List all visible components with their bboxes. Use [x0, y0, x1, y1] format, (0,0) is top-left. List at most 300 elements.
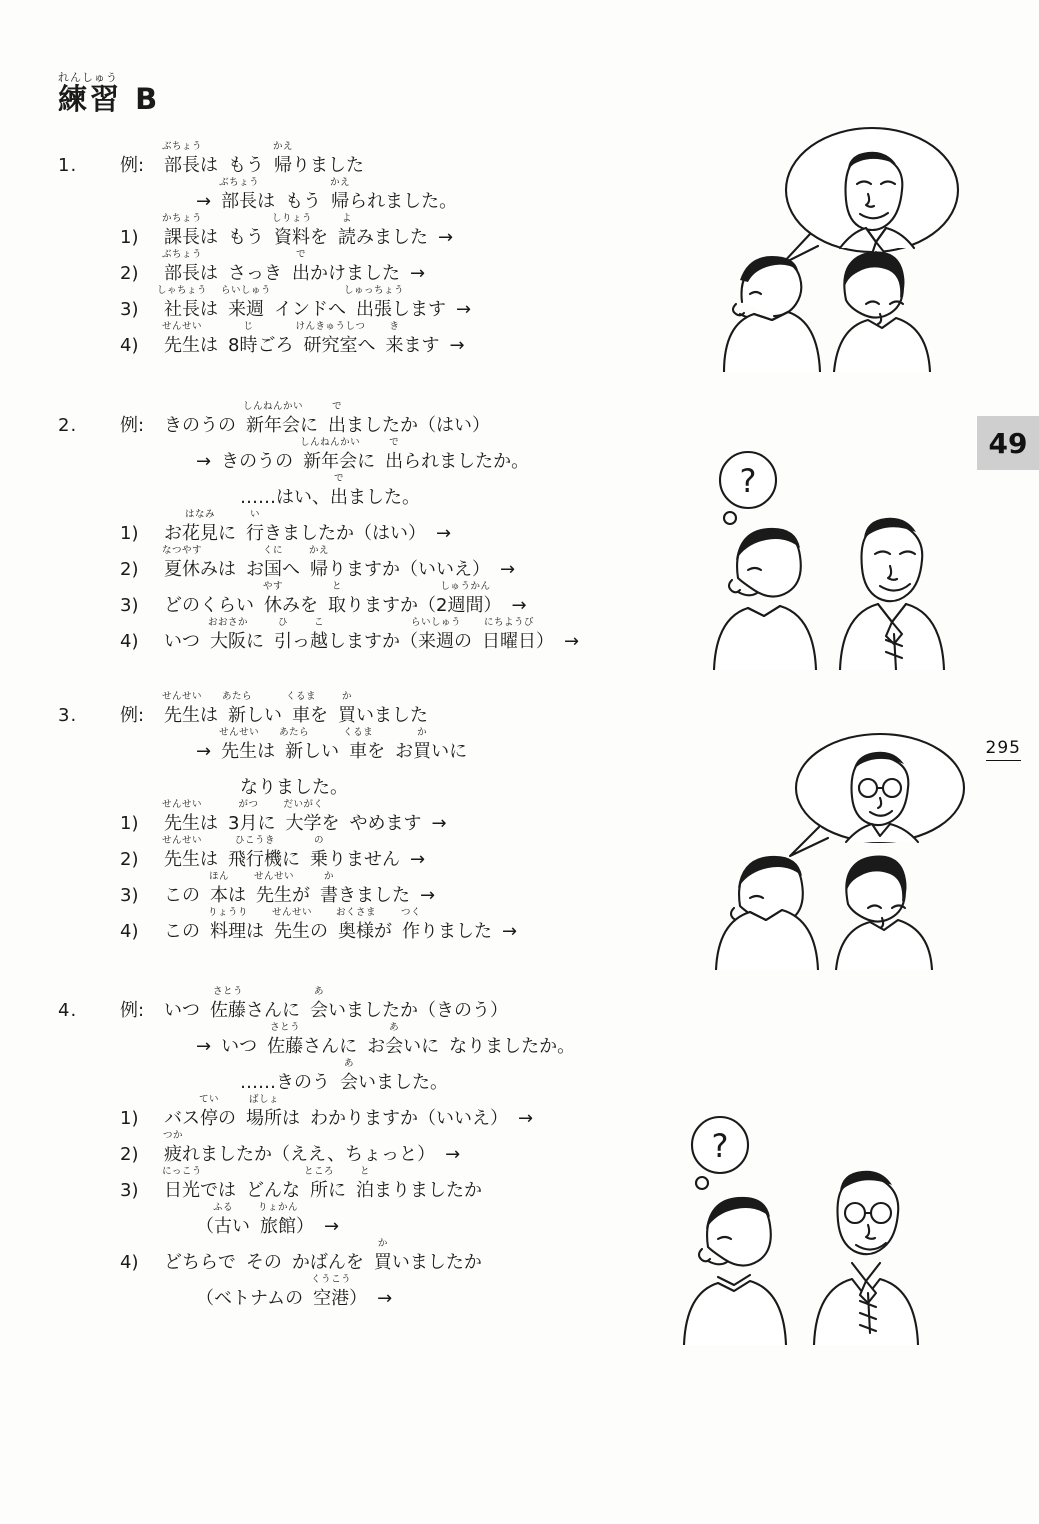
ruby-word: がつ 月	[238, 799, 259, 834]
ruby-word: ばしょ 場所	[246, 1094, 282, 1129]
ruby-reading: てい	[198, 1094, 220, 1105]
text-run: お	[164, 523, 182, 544]
ruby-word: さとう 佐藤	[210, 986, 246, 1021]
ruby-reading: の	[313, 835, 325, 846]
ruby-reading: か	[323, 871, 335, 882]
exercise-line	[120, 249, 718, 284]
ruby-word: か 買	[373, 1238, 392, 1273]
ruby-word: くるま 車	[343, 727, 374, 762]
line-label: 3)	[120, 595, 139, 616]
ruby-word: しゅうかん 週間	[440, 581, 491, 616]
line-label: 3)	[120, 885, 139, 906]
ruby-reading: こ	[313, 617, 325, 628]
ruby-word: と 取	[328, 581, 346, 616]
text-run: バス	[164, 1108, 200, 1129]
balloon-question-mark: ?	[711, 1127, 729, 1165]
ruby-reading: かちょう	[161, 213, 203, 224]
text-run: さんに	[246, 1000, 300, 1021]
ruby-word: せんせい 先生	[161, 321, 203, 356]
ruby-word: で 出	[330, 473, 348, 508]
ruby-word: くに 国	[262, 545, 284, 580]
text-run: お	[367, 1036, 386, 1057]
ruby-reading: せんせい	[219, 727, 260, 738]
ruby-word: かちょう 課長	[161, 213, 203, 248]
text-run: に	[300, 415, 318, 436]
line-label: 1)	[120, 227, 139, 248]
exercise-line	[120, 473, 718, 508]
exercise-line	[120, 509, 718, 544]
ruby-word: しんねんかい 新年会	[300, 437, 361, 472]
ruby-word: ぶちょう 部長	[161, 141, 203, 176]
text-run: は	[246, 921, 264, 942]
exercise-line	[120, 401, 718, 436]
ruby-reading: がつ	[238, 799, 259, 810]
ruby-reading: さとう	[270, 1022, 301, 1033]
line-label: 例:	[120, 1000, 145, 1021]
text-run: さっき	[228, 263, 282, 284]
ruby-word: しりょう 資料	[271, 213, 313, 248]
exercise-line	[120, 1238, 718, 1273]
ruby-word: つか 疲	[162, 1130, 184, 1165]
illustration-question-meeting	[660, 1105, 990, 1345]
exercise-line	[120, 1022, 718, 1057]
ruby-reading: しゃちょう	[156, 285, 208, 296]
ruby-word: あ 会	[340, 1058, 358, 1093]
text-run: →	[324, 1216, 340, 1237]
text-run: →	[511, 595, 527, 616]
text-run: ……はい、	[240, 487, 330, 508]
ruby-word: しゅっちょう 出張	[343, 285, 405, 320]
text-run: りました	[420, 921, 492, 942]
ruby-reading: だいがく	[283, 799, 324, 810]
ruby-reading: さとう	[212, 986, 244, 997]
text-run: は	[200, 335, 218, 356]
ruby-reading: にちようび	[483, 617, 535, 628]
ruby-reading: い	[249, 509, 261, 520]
ruby-word: りょかん 旅館	[257, 1202, 299, 1237]
ruby-word: あたら 新	[221, 691, 253, 726]
illustration-question-newyear	[690, 440, 1010, 670]
ruby-reading: と	[359, 1166, 371, 1177]
text-run: へ	[282, 559, 300, 580]
ruby-word: せんせい 先生	[161, 835, 203, 870]
exercise-line	[120, 581, 718, 616]
ruby-reading: せんせい	[271, 907, 313, 918]
text-run: いに	[431, 741, 468, 762]
ruby-word: かえ 帰	[330, 177, 351, 212]
text-run: は	[200, 299, 218, 320]
text-run: どんな	[246, 1180, 300, 1201]
text-run: わかりますか（いいえ）	[310, 1108, 508, 1129]
ruby-word: だいがく 大学	[283, 799, 324, 834]
ruby-reading: なつやす	[161, 545, 203, 556]
ruby-word: で 出	[292, 249, 310, 284]
ruby-reading: しゅうかん	[440, 581, 491, 592]
line-label: 2)	[120, 263, 139, 284]
text-run: みを	[282, 595, 318, 616]
text-run: いつ	[164, 1000, 200, 1021]
ruby-word: じ 時	[239, 321, 258, 356]
ruby-word: で 出	[328, 401, 346, 436]
exercise-block	[58, 691, 718, 957]
ruby-reading: りょうり	[207, 907, 249, 918]
line-label: 4)	[120, 335, 139, 356]
ruby-reading: で	[389, 437, 400, 448]
exercise-line	[120, 691, 718, 726]
text-run: みは	[200, 559, 236, 580]
exercise-line	[120, 1094, 718, 1129]
ruby-word: せんせい 先生	[271, 907, 313, 942]
ruby-reading: ふる	[212, 1202, 234, 1213]
text-run: →	[377, 1288, 393, 1309]
text-run: いつ	[164, 631, 200, 652]
text-run: が	[292, 885, 310, 906]
line-label: 4)	[120, 921, 139, 942]
text-run: に	[246, 631, 264, 652]
ruby-word: やす 休	[262, 581, 284, 616]
ruby-word: せんせい 先生	[161, 691, 203, 726]
text-run: りました	[292, 155, 364, 176]
exercise-line	[120, 617, 718, 652]
line-label: 2)	[120, 559, 139, 580]
text-run: →	[196, 191, 212, 212]
ruby-word: てい 停	[198, 1094, 220, 1129]
ruby-reading: と	[331, 581, 343, 592]
text-run: れましたか（ええ、ちょっと）	[182, 1144, 436, 1165]
exercise-body	[120, 401, 718, 652]
exercise-line	[120, 907, 718, 942]
ruby-reading: あ	[313, 986, 325, 997]
ruby-reading: か	[417, 727, 428, 738]
text-run: ）	[483, 595, 502, 616]
text-run: もう	[228, 155, 264, 176]
text-run: （ベトナムの	[196, 1288, 304, 1309]
text-run: その	[245, 1252, 282, 1273]
exercise-body	[120, 141, 718, 356]
ruby-word: おくさま 奥様	[335, 907, 377, 942]
line-label: 1)	[120, 813, 139, 834]
line-label: 例:	[120, 415, 145, 436]
text-run: いましたか	[391, 1252, 482, 1273]
ruby-reading: ところ	[303, 1166, 335, 1177]
ruby-word: にっこう 日光	[162, 1166, 202, 1201]
line-label: 例:	[120, 705, 145, 726]
line-label: 1)	[120, 523, 139, 544]
text-run: みました	[356, 227, 428, 248]
ruby-reading: じ	[243, 321, 254, 332]
page-number-secondary: 295	[986, 738, 1021, 761]
ruby-reading: ほん	[208, 871, 230, 882]
ruby-reading: ぶちょう	[161, 249, 203, 260]
text-run: を	[321, 813, 340, 834]
exercise-line	[120, 321, 718, 356]
exercise-line	[120, 437, 718, 472]
ruby-word: の 乗	[310, 835, 328, 870]
ruby-reading: らいしゅう	[410, 617, 462, 628]
ruby-word: おおさか 大阪	[207, 617, 249, 652]
ruby-reading: けんきゅうしつ	[295, 321, 366, 332]
ruby-reading: ひ	[277, 617, 289, 628]
ruby-reading: かえ	[308, 545, 330, 556]
text-run: い	[232, 1216, 250, 1237]
ruby-reading: やす	[262, 581, 284, 592]
text-run: 3	[228, 813, 240, 834]
ruby-word: ところ 所	[303, 1166, 335, 1201]
exercise-line	[120, 835, 718, 870]
ruby-reading: りょかん	[257, 1202, 299, 1213]
text-run: ます	[403, 335, 440, 356]
text-run: ました。	[348, 487, 420, 508]
ruby-reading: にっこう	[162, 1166, 202, 1177]
exercise-line	[120, 871, 718, 906]
text-run: っ	[292, 631, 310, 652]
exercise-body	[120, 691, 718, 942]
exercise-line	[120, 545, 718, 580]
ruby-reading: せんせい	[161, 691, 203, 702]
ruby-word: せんせい 先生	[161, 799, 203, 834]
text-run: いましたか（きのう）	[328, 1000, 508, 1021]
ruby-word: ひ 引	[274, 617, 292, 652]
line-label: 例:	[120, 155, 145, 176]
ruby-word: よ 読	[338, 213, 356, 248]
text-run: お	[395, 741, 414, 762]
page-title	[58, 72, 160, 114]
title-text: 練習 B	[58, 82, 161, 116]
text-run: （	[196, 1216, 214, 1237]
ruby-word: か 買	[413, 727, 432, 762]
ruby-word: か 買	[338, 691, 356, 726]
ruby-reading: くるま	[343, 727, 374, 738]
text-run: を	[310, 705, 328, 726]
exercise-line	[120, 177, 718, 212]
text-run: →	[196, 1036, 212, 1057]
text-run: →	[410, 263, 426, 284]
ruby-reading: おくさま	[335, 907, 377, 918]
exercise-body	[120, 986, 718, 1309]
ruby-word: せんせい 先生	[219, 727, 260, 762]
ruby-word: けんきゅうしつ 研究室	[295, 321, 366, 356]
ruby-reading: ばしょ	[248, 1094, 280, 1105]
ruby-word: くるま 車	[285, 691, 317, 726]
exercise-line	[120, 1166, 718, 1201]
illustration-boss-returned	[690, 122, 1010, 372]
exercise-line	[120, 1130, 718, 1165]
text-run: →	[500, 559, 516, 580]
ruby-word: くうこう 空港	[311, 1274, 352, 1309]
text-run: →	[436, 523, 452, 544]
text-run: いつ	[221, 1036, 258, 1057]
ruby-word: はなみ 花見	[182, 509, 218, 544]
text-run: →	[420, 885, 436, 906]
ruby-reading: しんねんかい	[242, 401, 304, 412]
text-run: いに	[403, 1036, 440, 1057]
text-run: →	[518, 1108, 534, 1129]
exercise-block	[58, 401, 718, 667]
text-run: どのくらい	[164, 595, 254, 616]
text-run: は	[282, 1108, 300, 1129]
ruby-reading: ぶちょう	[219, 177, 260, 188]
text-run: しい	[303, 741, 340, 762]
text-run: では	[200, 1180, 236, 1201]
ruby-word: ほん 本	[208, 871, 230, 906]
text-run: りますか（2	[346, 595, 448, 616]
exercise-line	[120, 986, 718, 1021]
title-furigana: れんしゅう	[58, 71, 118, 84]
text-run: ）	[536, 631, 554, 652]
ruby-reading: せんせい	[161, 799, 203, 810]
exercise-line	[120, 285, 718, 320]
text-run: インドへ	[274, 299, 346, 320]
text-run: の	[218, 1108, 236, 1129]
text-run: →	[431, 813, 447, 834]
line-label: 1)	[120, 1108, 139, 1129]
text-run: もう	[228, 227, 264, 248]
exercise-number: 2.	[58, 415, 78, 436]
text-run: は	[200, 227, 218, 248]
text-run: は	[200, 813, 218, 834]
ruby-word: あ 会	[385, 1022, 404, 1057]
text-run: しますか（	[328, 631, 418, 652]
ruby-reading: せんせい	[161, 321, 203, 332]
text-run: →	[410, 849, 426, 870]
text-run: いました	[356, 705, 428, 726]
text-run: しい	[246, 705, 282, 726]
ruby-reading: かえ	[272, 141, 294, 152]
ruby-word: かえ 帰	[308, 545, 330, 580]
exercise-block	[58, 986, 718, 1324]
text-run: られました。	[349, 191, 458, 212]
text-run: りません	[328, 849, 400, 870]
text-run: かばんを	[291, 1252, 364, 1273]
text-run: られましたか。	[403, 451, 530, 472]
text-run: に	[257, 813, 276, 834]
text-run: ）	[349, 1288, 368, 1309]
text-run: きましたか（はい）	[264, 523, 426, 544]
ruby-reading: しりょう	[271, 213, 313, 224]
text-run: は	[257, 191, 276, 212]
ruby-word: い 行	[246, 509, 264, 544]
text-run: やめます	[349, 813, 422, 834]
exercise-line	[120, 1058, 718, 1093]
ruby-word: なつやす 夏休	[161, 545, 203, 580]
line-label: 4)	[120, 1252, 139, 1273]
text-run: は	[200, 849, 218, 870]
text-run: この	[164, 921, 200, 942]
text-run: 8	[228, 335, 240, 356]
ruby-word: にちようび 日曜日	[482, 617, 536, 652]
ruby-word: き 来	[385, 321, 404, 356]
text-run: →	[445, 1144, 461, 1165]
text-run: は	[200, 155, 218, 176]
text-run: →	[196, 741, 212, 762]
text-run: かけました	[310, 263, 400, 284]
ruby-word: さとう 佐藤	[267, 1022, 304, 1057]
text-run: を	[310, 227, 328, 248]
text-run: は	[257, 741, 276, 762]
text-run: きのうの	[164, 415, 236, 436]
text-run: なりました。	[240, 777, 348, 798]
ruby-reading: つか	[162, 1130, 184, 1141]
text-run: もう	[285, 191, 322, 212]
text-run: →	[438, 227, 454, 248]
text-run: に	[218, 523, 236, 544]
ruby-reading: ひこうき	[234, 835, 276, 846]
ruby-word: あたら 新	[279, 727, 310, 762]
ruby-reading: あたら	[221, 691, 253, 702]
ruby-reading: ぶちょう	[161, 141, 203, 152]
text-run: の	[310, 921, 328, 942]
ruby-word: しんねんかい 新年会	[242, 401, 304, 436]
exercise-number: 3.	[58, 705, 78, 726]
ruby-word: と 泊	[356, 1166, 374, 1201]
ruby-word: らいしゅう 来週	[410, 617, 462, 652]
text-run: なりましたか。	[449, 1036, 576, 1057]
page-number-badge: 49	[977, 416, 1039, 470]
exercise-number: 4.	[58, 1000, 78, 1021]
illustration-teacher-new-car	[690, 730, 1010, 970]
ruby-reading: くるま	[285, 691, 317, 702]
ruby-reading: か	[377, 1238, 388, 1249]
text-run: は	[200, 263, 218, 284]
ruby-word: ぶちょう 部長	[161, 249, 203, 284]
text-run: は	[200, 705, 218, 726]
text-run: に	[282, 849, 300, 870]
text-run: ）	[296, 1216, 314, 1237]
text-run: この	[164, 885, 200, 906]
ruby-reading: あ	[389, 1022, 400, 1033]
ruby-reading: で	[331, 401, 343, 412]
text-run: に	[357, 451, 376, 472]
ruby-word: せんせい 先生	[253, 871, 295, 906]
text-run: します	[392, 299, 446, 320]
text-run: いました。	[358, 1072, 448, 1093]
exercise-line	[120, 727, 718, 762]
text-run: →	[564, 631, 580, 652]
exercise-line	[120, 1202, 718, 1237]
text-run: ましたか（はい）	[346, 415, 490, 436]
exercise-line	[120, 799, 718, 834]
text-run: が	[374, 921, 392, 942]
ruby-reading: しんねんかい	[300, 437, 361, 448]
ruby-word: か 書	[320, 871, 338, 906]
text-run: へ	[357, 335, 376, 356]
ruby-reading: おおさか	[207, 617, 249, 628]
text-run: →	[449, 335, 465, 356]
line-label: 2)	[120, 849, 139, 870]
text-run: きました	[338, 885, 410, 906]
line-label: 4)	[120, 631, 139, 652]
text-run: を	[367, 741, 386, 762]
ruby-word: こ 越	[310, 617, 328, 652]
text-run: の	[454, 631, 472, 652]
text-run: さんに	[303, 1036, 358, 1057]
exercise-line	[120, 213, 718, 248]
ruby-word: ふる 古	[212, 1202, 234, 1237]
ruby-word: らいしゅう 来週	[220, 285, 272, 320]
exercise-line	[120, 777, 718, 798]
ruby-reading: で	[333, 473, 345, 484]
text-run: まりましたか	[374, 1180, 482, 1201]
ruby-reading: かえ	[330, 177, 351, 188]
ruby-word: ひこうき 飛行機	[228, 835, 282, 870]
ruby-reading: せんせい	[161, 835, 203, 846]
text-run: →	[502, 921, 518, 942]
ruby-reading: せんせい	[253, 871, 295, 882]
text-run: りますか（いいえ）	[328, 559, 490, 580]
text-run: きのうの	[221, 451, 294, 472]
ruby-reading: らいしゅう	[220, 285, 272, 296]
exercise-line	[120, 141, 718, 176]
